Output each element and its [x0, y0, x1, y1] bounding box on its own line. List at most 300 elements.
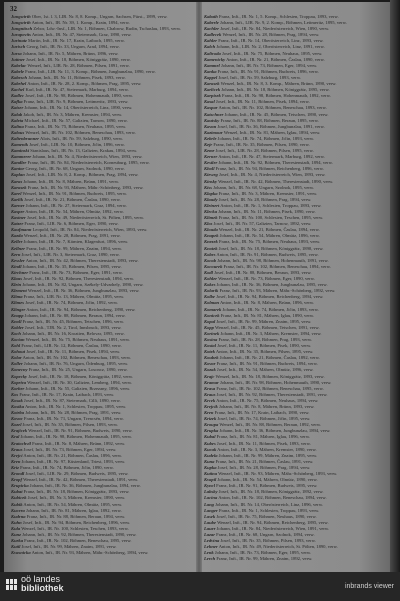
entry-details: Georg, Inft., IR. Nr. 33, Ungarn, Arad, 1894, verw. — [26, 44, 120, 50]
entry-name: Kubal — [204, 434, 216, 440]
entry-details: Anton, Inft., IR. Nr. 3, Mähren, Kremsier, 1890, verw. — [217, 446, 317, 452]
entry-name: Kubat — [11, 489, 23, 495]
entry-name: Kubik — [11, 501, 23, 507]
entry-name: Kotrba — [11, 410, 25, 416]
entry-name: Kovac — [11, 416, 23, 422]
entry-name: Kupka — [204, 464, 217, 470]
register-entry — [204, 556, 390, 562]
right-text-column — [204, 14, 390, 566]
entry-details: Franz, Inft., IR. Nr. 102, Böhmen, Beneschau, 1895, verw. — [216, 385, 324, 391]
entry-name: Lenk — [204, 550, 214, 556]
entry-name: Kodl — [204, 269, 213, 275]
entry-name: Jursa — [11, 50, 22, 56]
entry-name: Kern — [11, 251, 21, 257]
entry-name: Krasa — [204, 385, 216, 391]
entry-details: Franz, Inft., IR. Nr. 3, Mähren, Kremsier, 1891, verw. — [218, 190, 318, 196]
entry-details: Johann, Inft., IR. Nr. 45, Böhmen, Tetschen, 1890, verw. — [224, 111, 329, 117]
entry-name: Kaufmann — [11, 227, 32, 233]
entry-details: Johann, Inft., LIR. Nr. 2, Oberösterreich, Linz, 1891, verw. — [216, 44, 325, 50]
entry-details: Johann, Inft., IR. Nr. 16, Kroatien, Belovar, 1895, verw. — [22, 330, 125, 336]
entry-details: Josef, Inft., IR. Nr. 73, Böhmen, Eger, 1894, verw. — [23, 446, 117, 452]
entry-name: Kutil — [11, 544, 21, 550]
entry-details: Franz, Inft., IR. Nr. 17, Krain, Laibach, 1890, verw. — [214, 410, 310, 416]
entry-name: Kiss — [204, 184, 212, 190]
library-logo[interactable] — [6, 575, 64, 593]
entry-details: Wenzel, Inft., IR. Nr. 100, Schlesien, Teschen, 1893, verw. — [21, 525, 129, 531]
entry-details: Franz, Inft., IR. Nr. 91, Böhmen, Budweis, 1894, verw. — [216, 361, 318, 367]
entry-name: Klimes — [11, 300, 25, 306]
entry-details: Josef, Inft., IR. Nr. 74, Böhmen, Jičin, 1892, verw. — [25, 300, 119, 306]
entry-details: Franz, Inft., LIR. Nr. 11, 3. Komp., Böhmen, Jungbunzlau, 1890, verw. — [25, 68, 156, 74]
entry-details: Wenzel, Inft., IR. Nr. 42, Böhmen, Theresienstadt, 1891, verw. — [23, 477, 139, 483]
entry-details: Johann, Inft., LIR. Nr. 9, 2. Komp., Böhmen, Leitmeritz, 1895, verw. — [219, 20, 347, 26]
entry-name: Juttner — [11, 56, 25, 62]
entry-details: Josef, Inft., IR. Nr. 21, Böhmen, Časlau, 1890, verw. — [24, 196, 121, 202]
entry-name: Kirchner — [11, 269, 29, 275]
entry-details: Johann, Inft., IR. Nr. 55, Galizien, Brzezany, 1896, verw. — [25, 385, 131, 391]
entry-details: Johann, Inft., IR. Nr. 84, Niederösterreich, Wien, 1891, verw. — [216, 525, 330, 531]
entry-details: Josef, Inft., IR. Nr. 98, Böhmen, Hohenmauth, 1890, verw. — [25, 93, 134, 99]
entry-details: Josef, Inft., IR. Nr. 74, Böhmen, Jičin, 1895, verw. — [217, 416, 311, 422]
entry-name: Kammerer — [11, 154, 32, 160]
entry-details: Franz, Inft., IR. Nr. 99, Mähren, Znaim, 1892, verw. — [216, 556, 313, 562]
entry-details: Franz, Inft., LIR. Nr. 6, Böhmen, Eger, 1890, verw. — [24, 221, 119, 227]
entry-details: Franz, Inft., IR. Nr. 84, Niederösterreich, Korneuburg, 1895, verw. — [27, 160, 150, 166]
entry-name: Kula — [11, 525, 21, 531]
entry-name: Knotek — [204, 245, 218, 251]
entry-details: Franz, Inft., IR. Nr. 81, Mähren, Iglau, 1890, verw. — [220, 312, 315, 318]
entry-name: Krondl — [11, 471, 25, 477]
entry-name: Kamenicky — [204, 56, 226, 62]
entry-details: Anton, Inft., IR. Nr. 39, 1. Komp., Krain, 1894, verw. — [31, 20, 130, 26]
entry-details: Josef, Inft., IR. Nr. 99, Mähren, Znaim, 1891, verw. — [21, 544, 117, 550]
entry-details: Anton, Inft., IR. Nr. 42, Böhmen, Theresienstadt, 1893, verw. — [25, 257, 139, 263]
entry-name: Knapek — [204, 233, 219, 239]
entry-details: Josef, Inft., IR. Nr. 18, Böhmen, Königgrätz, 1892, verw. — [28, 373, 134, 379]
entry-details: Michael, Inft., IR. Nr. 57, Galizien, Tarnow, 1890, verw. — [24, 117, 128, 123]
entry-name: Karpisek — [204, 93, 221, 99]
entry-name: Kolar — [11, 355, 22, 361]
entry-details: Josef, Inft., LIR. Nr. 29, Böhmen, Budweis, 1895, verw. — [25, 471, 129, 477]
entry-details: Wenzel, Inft., IR. Nr. 91, Böhmen, Budweis, 1895, verw. — [22, 190, 128, 196]
entry-details: Franz, Inft., IR. Nr. 45, Böhmen, Tetschen, 1896, verw. — [22, 318, 124, 324]
entry-details: Wenzel, Inft., IR. Nr. 102, Böhmen, Beneschau, 1893, verw. — [25, 129, 136, 135]
entry-name: Kavan — [204, 123, 217, 129]
entry-details: Franz, Inft., IR. Nr. 18, Böhmen, Königgrätz, 1893, verw. — [23, 489, 130, 495]
entry-details: Anton, Inft., IR. Nr. 1, Schlesien, Troppau, 1893, verw. — [220, 202, 322, 208]
entry-name: Kadlecek — [204, 32, 222, 38]
entry-details: Alois, Inft., IR. Nr. 59, Salzburg, 1890, verw. — [40, 135, 124, 141]
entry-details: Franz, Inft., IR. Nr. 91, Böhmen, Budweis, 1895, verw. — [216, 483, 318, 489]
entry-details: Anton, Inft., IR. Nr. 93, Mähren, Mähr.-Schönberg, 1894, verw. — [31, 550, 149, 556]
entry-name: Lazar — [204, 531, 215, 537]
entry-name: Kratochvil — [11, 440, 31, 446]
entry-name: Kohout — [11, 349, 26, 355]
entry-name: Kalina — [11, 123, 24, 129]
entry-details: Johann, Inft., IR. Nr. 68, Ungarn, Szolnok, 1895, verw. — [213, 184, 315, 190]
entry-details: Johann, Inft., IR. Nr. 98, Böhmen, Hohenmauth, 1890, verw. — [219, 379, 332, 385]
entry-details: Johann, Inft., IR. Nr. 73, Böhmen, Eger, 1895, verw. — [214, 550, 312, 556]
entry-name: Kastner — [11, 215, 26, 221]
entry-name: Kalivoda — [204, 50, 221, 56]
entry-name: Kleinert — [204, 202, 220, 208]
entry-details: Anton, Inft., IR. Nr. 54, Mähren, Olmütz, 1892, verw. — [25, 209, 124, 214]
entry-details: Wenzel, Inft., IR. Nr. 21, Böhmen, Časlau, 1894, verw. — [218, 227, 320, 233]
entry-name: Kestler — [204, 160, 218, 166]
entry-name: Kopecky — [11, 373, 28, 379]
entry-details: Josef, Inft., IR. Nr. 18, Böhmen, Königgrätz, 1890, verw. — [218, 245, 324, 251]
entry-name: Kammel — [204, 62, 220, 68]
entry-name: Lehner — [204, 544, 218, 550]
entry-name: Kolarik — [204, 288, 219, 294]
entry-name: Konicek — [204, 312, 220, 318]
entry-details: Johann, Inft., IR. Nr. 5, Mähren, Brünn, 1896, verw. — [22, 50, 119, 56]
entry-name: Jungwirth — [11, 14, 31, 19]
entry-details: Wenzel, Inft., IR. Nr. 28, Böhmen, Prag, 1894, verw. — [222, 32, 320, 38]
entry-name: Kautsky — [204, 117, 220, 123]
entry-details: Franz, Inft., IR. Nr. 94, Böhmen, Reichenberg, 1896, verw. — [215, 166, 324, 172]
entry-name: Klecka — [204, 209, 218, 214]
entry-details: Wenzel, Inft., IR. Nr. 75, Böhmen, Neuhaus, 1891, verw. — [25, 336, 131, 342]
entry-name: Karlicek — [204, 87, 221, 93]
entry-name: Jurinatz — [11, 38, 27, 44]
entry-details: Josef, Inft., IR. Nr. 49, Niederösterreich, St. Pölten, 1895, verw. — [26, 215, 145, 221]
entry-name: Kriz — [11, 464, 19, 470]
entry-details: Wenzel, Inft., IR. Nr. 91, Böhmen, Budweis, 1890, verw. — [28, 428, 133, 434]
entry-name: Klos — [204, 221, 213, 227]
entry-details: Anton, Inft., IR. Nr. 91, Böhmen, Budweis, 1895, verw. — [216, 251, 319, 257]
entry-details: Wenzel, Inft., IR. Nr. 93, Mähren, Mähr.-Schönberg, 1893, verw. — [218, 471, 338, 477]
entry-name: Kocian — [11, 336, 25, 342]
entry-details: Franz, Inft., IR. Nr. 102, Böhmen, Beneschau, 1895, verw. — [24, 538, 132, 544]
entry-details: Franz, Inft., IR. Nr. 21, Böhmen, Časlau, 1891, verw. — [215, 458, 314, 464]
entry-name: Kohler — [204, 276, 218, 282]
entry-details: Josef, Inft., IR. Nr. 11, Böhmen, Pisek, 1893, verw. — [216, 440, 311, 446]
entry-details: Johann, Inft., IR. Nr. 11, Böhmen, Pisek, 1890, verw. — [218, 209, 316, 214]
entry-details: Anton, Inft., IR. Nr. 21, Böhmen, Časlau, 1890, verw. — [226, 56, 325, 62]
entry-details: Josef, Inft., LIR. Nr. 10, Böhmen, Jičin, 1896, verw. — [29, 141, 125, 147]
entry-name: Krajc — [204, 373, 215, 379]
entry-details: Johann, Inft., IR. Nr. 14, Oberösterreich, Linz, 1896, verw. — [215, 501, 324, 507]
entry-name: Kaplan — [11, 172, 25, 178]
entry-name: Kasper — [11, 209, 25, 214]
entry-name: Kadlec — [11, 93, 25, 99]
entry-name: Kessler — [11, 257, 25, 263]
entry-name: Kucak — [204, 446, 217, 452]
entry-name: Karas — [11, 178, 23, 184]
entry-details: Franz, Inft., IR. Nr. 75, Böhmen, Neuhaus, 1895, verw. — [24, 123, 127, 129]
entry-name: Kuhn — [11, 519, 22, 525]
entry-details: Josef, Inft., IR. Nr. 18, Böhmen, Königgrätz, 1890, verw. — [25, 56, 131, 62]
entry-details: Josef, Inft., IR. Nr. 87, Steiermark, Cilli, 1890, verw. — [23, 397, 121, 403]
entry-name: Kaminski — [11, 148, 30, 154]
entry-name: Kostka — [11, 404, 25, 409]
entry-details: Wenzel, Inft., IR. Nr. 94, Böhmen, Reichenberg, 1895, verw. — [217, 519, 329, 525]
entry-details: Josef, Inft., IR. Nr. 92, Böhmen, Theresienstadt, 1894, verw. — [23, 276, 135, 282]
entry-details: Anton, Inft., IR. Nr. 21, Böhmen, Časlau, 1896, verw. — [23, 452, 123, 458]
entry-details: Franz, Inft., IR. Nr. 1, Schlesien, Troppau, 1893, verw. — [218, 507, 320, 513]
entry-name: Krupka — [204, 428, 219, 434]
entry-name: Knapp — [11, 312, 24, 318]
entry-name: Kalab — [11, 111, 23, 117]
entry-name: Klinger — [11, 306, 26, 312]
entry-name: Kerner — [204, 154, 218, 160]
logo-line-2: bibliothek — [21, 583, 64, 593]
entry-details: Anton, Inft., IR. Nr. 75, Böhmen, Neuhaus, 1894, verw. — [216, 397, 319, 403]
entry-details: Georg, Inft., IR. Nr. 68, Ungarn, Szolnok, 1890, verw. — [25, 166, 125, 172]
entry-details: Anton, Inft., IR. Nr. 47, Steiermark, Graz, 1890, verw. — [31, 32, 132, 38]
entry-name: Kanka — [204, 68, 217, 74]
entry-details: Wenzel, Inft., IR. Nr. 42, Böhmen, Theresienstadt, 1890, verw. — [218, 178, 334, 184]
page-gutter — [196, 2, 202, 572]
entry-name: Kudrna — [11, 513, 26, 519]
entry-name: Klima — [11, 294, 23, 300]
entry-name: Kabelac — [11, 62, 27, 68]
entry-name: Lauer — [204, 525, 216, 531]
entry-name: Kinsky — [204, 178, 218, 184]
entry-name: Kos — [11, 391, 19, 397]
entry-details: Anton, Inft., IR. Nr. 47, Steiermark, Marburg, 1892, verw. — [218, 154, 325, 160]
entry-details: Johann, Inft., IR. Nr. 11, Böhmen, Pisek, 1893, verw. — [28, 74, 126, 80]
entry-details: Josef, Inft., TJR. Nr. 2, Tirol, Innsbruck, 1893, verw. — [24, 324, 122, 330]
entry-details: Johann, Inft., IR. Nr. 98, Böhmen, Hohenmauth, 1895, verw. — [20, 434, 133, 440]
entry-name: Kazimour — [204, 129, 223, 135]
entry-details: Johann, Inft., IR. Nr. 74, Böhmen, Jičin, 1893, verw. — [217, 135, 315, 141]
entry-name: Kebrle — [204, 135, 217, 141]
entry-name: Krcek — [204, 397, 216, 403]
entry-details: Josef, Inft., LIR. Nr. 8, 2. Komp., Böhmen, Prag, 1894, verw. — [25, 172, 139, 178]
entry-name: Kemr — [204, 148, 215, 154]
entry-details: Franz, Inft., LIR. Nr. 12, Böhmen, Časlau, 1890, verw. — [21, 343, 122, 349]
logo-mark-icon — [6, 579, 17, 590]
entry-name: Kral — [11, 434, 20, 440]
entry-name: Lerch — [204, 556, 216, 562]
entry-name: Ledvina — [204, 538, 220, 544]
viewer-footer — [0, 572, 400, 601]
entry-name: Lacina — [204, 495, 218, 501]
entry-details: Johann, Inft., IR. Nr. 76, Ungarn, Ödenburg, 1895, verw. — [23, 361, 129, 367]
entry-details: Josef, Inft., IR. Nr. 57, Galizien, Tarnow, 1892, verw. — [213, 221, 312, 227]
entry-details: Anton, Inft., IR. Nr. 54, Mähren, Olmütz, 1895, verw. — [23, 501, 123, 507]
entry-name: Kutina — [204, 471, 218, 477]
entry-name: Klement — [11, 288, 27, 294]
entry-details: Josef, Inft., IR. Nr. 59, Salzburg, 1893, verw. — [218, 74, 301, 80]
entry-details: Johann, Inft., IR. Nr. 4, Niederösterreich, Wien, 1893, verw. — [32, 154, 143, 160]
entry-details: Johann, Inft., IR. Nr. 36, Böhmen, Jungbunzlau, 1895, verw. — [216, 282, 328, 288]
entry-details: Johann, Inft., IR. Nr. 7, Kärnten, Klagenfurt, 1896, verw. — [23, 239, 129, 245]
entry-details: Josef, Inft., IR. Nr. 36, Böhmen, Jungbunzlau, 1891, verw. — [217, 123, 325, 129]
entry-name: Jurapovits — [11, 32, 31, 38]
entry-name: Kholl — [204, 166, 215, 172]
entry-name: Kunz — [11, 531, 21, 537]
entry-name: Karasek — [204, 81, 220, 87]
entry-name: Kovar — [204, 361, 216, 367]
entry-details: Josef, Inft., IR. Nr. 35, Böhmen, Pilsen, 1893, verw. — [22, 422, 119, 428]
entry-details: Franz, Inft., IR. Nr. 73, Böhmen, Eger, 1891, verw. — [29, 269, 123, 275]
entry-name: Kejr — [204, 141, 213, 147]
entry-details: Anton, Inft., IR. Nr. 102, Böhmen, Beneschau, 1893, verw. — [218, 105, 327, 111]
entry-name: Kurka — [11, 538, 24, 544]
entry-name: Kafka — [11, 99, 23, 105]
entry-details: Franz, Inft., IR. Nr. 75, Böhmen, Neuhaus, 1893, verw. — [218, 239, 321, 245]
entry-name: Kaltenbrunner — [11, 135, 40, 141]
entry-details: Josef, Inft., IR. Nr. 75, Böhmen, Neuhaus, 1890, verw. — [216, 513, 317, 519]
entry-details: Franz, Inft., IR. Nr. 17, Krain, Laibach, 1893, verw. — [19, 391, 115, 397]
entry-details: Josef, Inft., IR. Nr. 54, Mähren, Olmütz, 1896, verw. — [216, 367, 314, 373]
entry-name: Jungwirth — [11, 20, 31, 26]
entry-name: Kropf — [11, 477, 22, 483]
entry-details: Franz, Inft., IR. Nr. 93, Mähren, Mähr.-Schönberg, 1892, verw. — [219, 288, 336, 294]
entry-details: Wenzel, Inft., IR. Nr. 8, 3. Komp., Mähren, Brünn, 1890, verw. — [220, 81, 337, 87]
entry-name: Korinek — [204, 330, 220, 336]
entry-name: Kabesch — [11, 74, 28, 80]
entry-name: Kazda — [11, 233, 23, 239]
entry-details: Franz, Inft., IR. Nr. 81, Mähren, Iglau, 1896, verw. — [216, 434, 310, 440]
entry-details: Josef, Inft., IR. Nr. 28, Böhmen, Prag, 1894, verw. — [218, 196, 312, 202]
entry-name: Krajicek — [11, 428, 28, 434]
entry-details: Leopold, Inft., IR. Nr. 84, Niederösterreich, Wien, 1893, verw. — [32, 227, 148, 233]
entry-details: Zebor, Ldw.-Insf., LIR. Nr. 1, Böhmen, Chabrow, Rudin, Tschaslau, 1893, verw. — [33, 26, 182, 32]
entry-name: Kocourek — [204, 263, 223, 269]
entry-details: Wenzel, Inft., IR. Nr. 28, Böhmen, Prag, 1891, verw. — [23, 233, 121, 239]
entry-name: Kucera — [11, 507, 25, 513]
entry-details: Franz, Inft., IR. Nr. 98, Böhmen, Hohenmauth, 1892, verw. — [222, 93, 331, 99]
entry-details: Johann, Inft., IR. Nr. 14, Oberösterreich, Linz, 1890, verw. — [24, 105, 133, 111]
entry-details: Wenzel, Inft., IR. Nr. 30, Galizien, Lemberg, 1894, verw. — [27, 379, 133, 385]
entry-name: Langer — [204, 507, 218, 513]
entry-details: Johann, Inft., IR. Nr. 36, Böhmen, Jungbunzlau, 1894, verw. — [29, 483, 141, 489]
entry-name: Koch — [11, 330, 21, 336]
entry-name: Kopal — [204, 318, 216, 324]
entry-details: Josef, Inft., IR. Nr. 3, Mähren, Kremsier, 1890, verw. — [27, 495, 126, 501]
entry-name: Kalch — [204, 44, 216, 50]
entry-details: Josef, Inft., IR. Nr. 11, Böhmen, Pisek, 1890, verw. — [217, 343, 312, 349]
entry-name: Kieweg — [204, 172, 218, 178]
entry-name: Kubes — [204, 440, 216, 446]
entry-name: Klaudy — [204, 196, 218, 202]
entry-details: Johann, Inft., IR. Nr. 99, Mähren, Znaim, 1895, verw. — [218, 452, 318, 458]
entry-name: Koller — [11, 361, 23, 367]
entry-name: Kokes — [204, 282, 216, 288]
entry-name: Konecny — [11, 367, 28, 373]
entry-name: Kabrhel — [11, 81, 27, 87]
entry-name: Kantor — [11, 166, 25, 172]
entry-details: Wenzel, Inft., IR. Nr. 73, Böhmen, Eger, 1890, verw. — [218, 276, 315, 282]
entry-details: Franz, Inft., IR. Nr. 99, Mähren, Znaim, 1894, verw. — [26, 245, 123, 251]
entry-name: Jungnitsch — [11, 26, 33, 32]
entry-name: Kolman — [204, 300, 220, 306]
entry-name: Komarek — [204, 306, 222, 312]
entry-name: Kohl — [11, 343, 21, 349]
entry-details: Anton, Inft., IR. Nr. 8, Mähren, Brünn, 1896, verw. — [219, 300, 315, 306]
logo-text — [21, 575, 64, 593]
entry-name: Kaberle — [204, 20, 219, 26]
entry-name: Kozel — [11, 422, 22, 428]
entry-details: Wenzel, Inft., LIR. Nr. 28, Böhmen, Pilsen, 1891, verw. — [27, 62, 130, 68]
entry-details: Josef, Inft., IR. Nr. 11, Böhmen, Pisek, 1894, verw. — [215, 99, 310, 105]
entry-details: Franz, Inft., LIR. Nr. 13, Mähren, Olmütz, 1895, verw. — [23, 294, 125, 300]
entry-name: Katzer — [11, 221, 24, 227]
entry-details: Josef, Inft., IR. Nr. 88, Böhmen, Beraun, 1893, verw. — [214, 269, 312, 275]
entry-details: Johann, Inft., IR. Nr. 73, Böhmen, Eger, 1894, verw. — [220, 62, 318, 68]
entry-details: Josef, Inft., IR. Nr. 75, Böhmen, Neuhaus, 1895, verw. — [222, 50, 323, 56]
entry-name: Kobler — [11, 324, 24, 330]
entry-name: Klein — [11, 282, 22, 288]
entry-details: Josef, Inft., LIR. Nr. 28, Böhmen, Pilsen, 1895, verw. — [215, 148, 314, 154]
entry-name: Lang — [204, 501, 214, 507]
entry-name: Kopp — [204, 324, 214, 330]
entry-name: Kahler — [204, 38, 218, 44]
page-number: 32 — [10, 5, 17, 13]
entry-name: Kozak — [204, 367, 216, 373]
entry-details: Franz, Inft., IR. Nr. 71, Ungarn, Trencsén, 1894, verw. — [23, 416, 124, 422]
entry-name: Kubicek — [11, 495, 27, 501]
entry-details: Josef, Inft., IR. Nr. 99, Mähren, Znaim, 1895, verw. — [216, 318, 312, 324]
entry-details: Johann, Inft., IR. Nr. 36, Böhmen, Jungbunzlau, 1894, verw. — [219, 428, 331, 434]
entry-name: Jurisch — [11, 44, 26, 50]
entry-details: Franz, Inft., IR. Nr. 14, Oberösterreich, Linz, 1893, verw. — [218, 38, 324, 44]
entry-name: Kasal — [204, 99, 215, 105]
entry-name: Korber — [11, 385, 25, 391]
scanned-page — [4, 2, 390, 572]
entry-name: Kosina — [204, 336, 218, 342]
entry-details: Martin, Inft., IR. Nr. 17, Krain, Laibach, 1895, verw. — [28, 38, 125, 44]
entry-name: Keller — [11, 239, 23, 245]
entry-name: Karasek — [11, 184, 27, 190]
entry-name: Kachler — [204, 26, 220, 32]
entry-details: Franz, Inft., IR. Nr. 1, 5. Komp., Schlesien, Troppau, 1893, verw. — [218, 14, 339, 19]
entry-name: Kabath — [204, 14, 218, 19]
entry-name: Kvapil — [204, 477, 217, 483]
viewer-label[interactable]: inbrands viewer — [344, 583, 394, 590]
entry-details: Johann, Inft., IR. Nr. 28, Böhmen, Prag, 1891, verw. — [25, 410, 122, 416]
entry-name: Kvasnicka — [11, 550, 31, 556]
entry-details: Franz, Inft., IR. Nr. 74, Böhmen, Jičin, 1890, verw. — [20, 464, 114, 470]
entry-name: Krejci — [11, 452, 23, 458]
entry-details: Josef, Inft., IR. Nr. 28, Böhmen, Prag, 1894, verw. — [217, 464, 311, 470]
entry-details: Josef, Inft., IR. Nr. 11, Böhmen, Pisek, 1894, verw. — [26, 349, 121, 355]
entry-name: Labsky — [204, 489, 218, 495]
entry-details: Josef, Inft., IR. Nr. 18, Böhmen, Königgrätz, 1892, verw. — [218, 489, 324, 495]
entry-name: Kellner — [11, 245, 26, 251]
entry-details: Josef, Inft., IR. Nr. 35, Böhmen, Pilsen, 1893, verw. — [220, 538, 316, 544]
entry-name: Koubek — [204, 355, 219, 361]
entry-details: Wenzel, Inft., IR. Nr. 81, Mähren, Iglau, 1894, verw. — [223, 129, 321, 135]
entry-details: Anton, Inft., IR. Nr. 28, 2. Komp., Böhmen, Prag, 1895, verw. — [27, 81, 142, 87]
entry-details: Anton, Inft., IR. Nr. 94, Böhmen, Reichenberg, 1890, verw. — [26, 306, 136, 312]
entry-name: Kaiser — [11, 105, 24, 111]
entry-details: Johann, Inft., IR. Nr. 81, Mähren, Iglau, 1892, verw. — [25, 507, 122, 513]
entry-name: Laube — [204, 519, 216, 525]
entry-details: Franz, Inft., IR. Nr. 100, Schlesien, Teschen, 1895, verw. — [218, 215, 324, 221]
register-entry — [11, 550, 193, 556]
entry-details: Johann, Inft., IR. Nr. 3, Mähren, Kremsier, 1894, verw. — [220, 330, 322, 336]
entry-details: Wenzel, Inft., IR. Nr. 45, Böhmen, Tetschen, 1891, verw. — [215, 324, 320, 330]
entry-name: Kotek — [204, 349, 215, 355]
entry-name: Klouda — [204, 227, 218, 233]
entry-details: Franz, Inft., IR. Nr. 91, Böhmen, Budweis, 1896, verw. — [217, 68, 319, 74]
entry-details: Franz, Inft., IR. Nr. 88, Böhmen, Beraun, 1895, verw. — [220, 117, 319, 123]
entry-name: Kandler — [11, 160, 27, 166]
entry-details: Franz, Inft., IR. Nr. 28, Böhmen, Prag, 1893, verw. — [218, 336, 313, 342]
entry-details: Josef, Inft., IR. Nr. 94, Böhmen, Reichenberg, 1894, verw. — [216, 294, 324, 300]
logo-line-1: oö landes — [21, 574, 61, 584]
entry-name: Kren — [204, 410, 214, 416]
entry-name: Krupicka — [11, 483, 29, 489]
entry-name: Kuna — [204, 458, 215, 464]
entry-details: Franz, Inft., IR. Nr. 102, Böhmen, Beneschau, 1894, verw. — [223, 263, 331, 269]
entry-name: Karlik — [11, 196, 23, 202]
